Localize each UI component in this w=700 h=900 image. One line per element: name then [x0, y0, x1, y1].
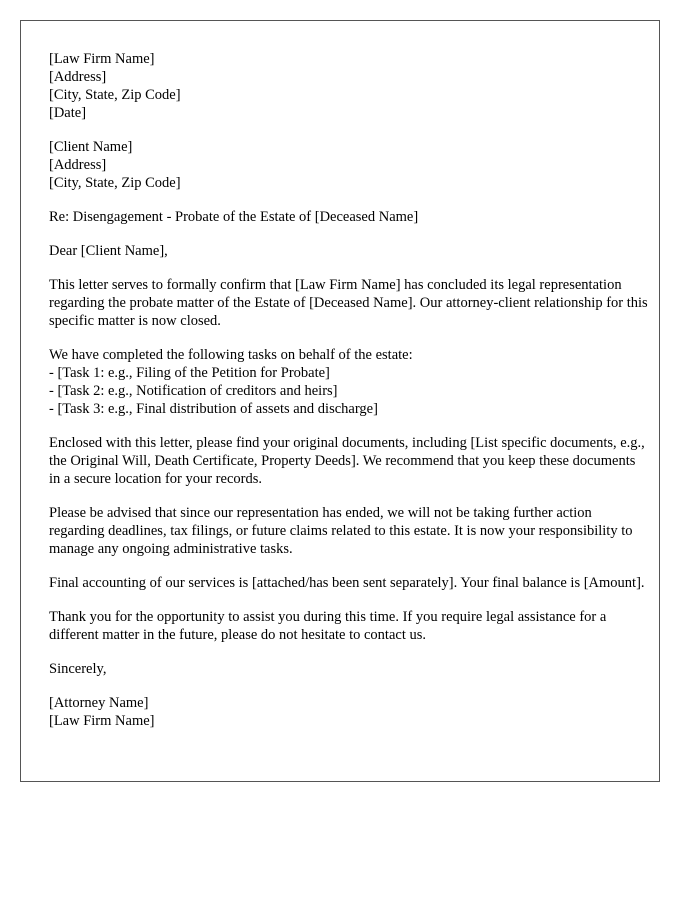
recipient-block: [49, 138, 649, 192]
closing-text: Sincerely,: [49, 661, 107, 677]
paragraph-accounting: [49, 574, 649, 592]
paragraph-thanks: [49, 608, 649, 644]
paragraph-enclosures: [49, 434, 649, 488]
signature-block: [49, 694, 649, 730]
paragraph-thanks-text: Thank you for the opportunity to assist you during this time. If you require legal assistance for a different matter in the future, please do not hesitate to contact us.: [49, 609, 607, 643]
tasks-intro-text: We have completed the following tasks on behalf of the estate:: [49, 347, 413, 363]
salutation-text: Dear [Client Name],: [49, 243, 168, 259]
paragraph-intro-text: This letter serves to formally confirm that [Law Firm Name] has concluded its legal representation regarding the probate matter of the Estate of [Deceased Name]. Our attorney-client relationship for this specific matter is now closed.: [49, 277, 648, 329]
paragraph-enclosures-text: Enclosed with this letter, please find your original documents, including [List specific documents, e.g., the Original Will, Death Certificate, Property Deeds]. We recommend that you keep these documents in a secure location for your records.: [49, 435, 645, 487]
paragraph-accounting-text: Final accounting of our services is [attached/has been sent separately]. Your final balance is [Amount].: [49, 575, 645, 591]
recipient-address: [Address]: [49, 157, 107, 173]
sender-firm-name: [Law Firm Name]: [49, 51, 155, 67]
letter-page: [20, 20, 660, 782]
signature-attorney-name: [Attorney Name]: [49, 695, 149, 711]
subject-text: Re: Disengagement - Probate of the Estate of [Deceased Name]: [49, 209, 419, 225]
sender-city-state-zip: [City, State, Zip Code]: [49, 87, 181, 103]
paragraph-advisory: [49, 504, 649, 558]
task-item: - [Task 1: e.g., Filing of the Petition for Probate]: [49, 365, 330, 381]
letter-date: [Date]: [49, 105, 87, 121]
closing: [49, 660, 649, 678]
sender-address: [Address]: [49, 69, 107, 85]
sender-block: [49, 50, 649, 122]
task-item: - [Task 3: e.g., Final distribution of assets and discharge]: [49, 401, 378, 417]
paragraph-advisory-text: Please be advised that since our representation has ended, we will not be taking further action regarding deadlines, tax filings, or future claims related to this estate. It is now your responsibility to manage any ongoing administrative tasks.: [49, 505, 633, 557]
recipient-city-state-zip: [City, State, Zip Code]: [49, 175, 181, 191]
paragraph-intro: [49, 276, 649, 330]
salutation: [49, 242, 649, 260]
task-item: - [Task 2: e.g., Notification of creditors and heirs]: [49, 383, 338, 399]
recipient-client-name: [Client Name]: [49, 139, 133, 155]
tasks-block: [49, 346, 649, 418]
signature-firm-name: [Law Firm Name]: [49, 713, 155, 729]
subject-line: [49, 208, 649, 226]
